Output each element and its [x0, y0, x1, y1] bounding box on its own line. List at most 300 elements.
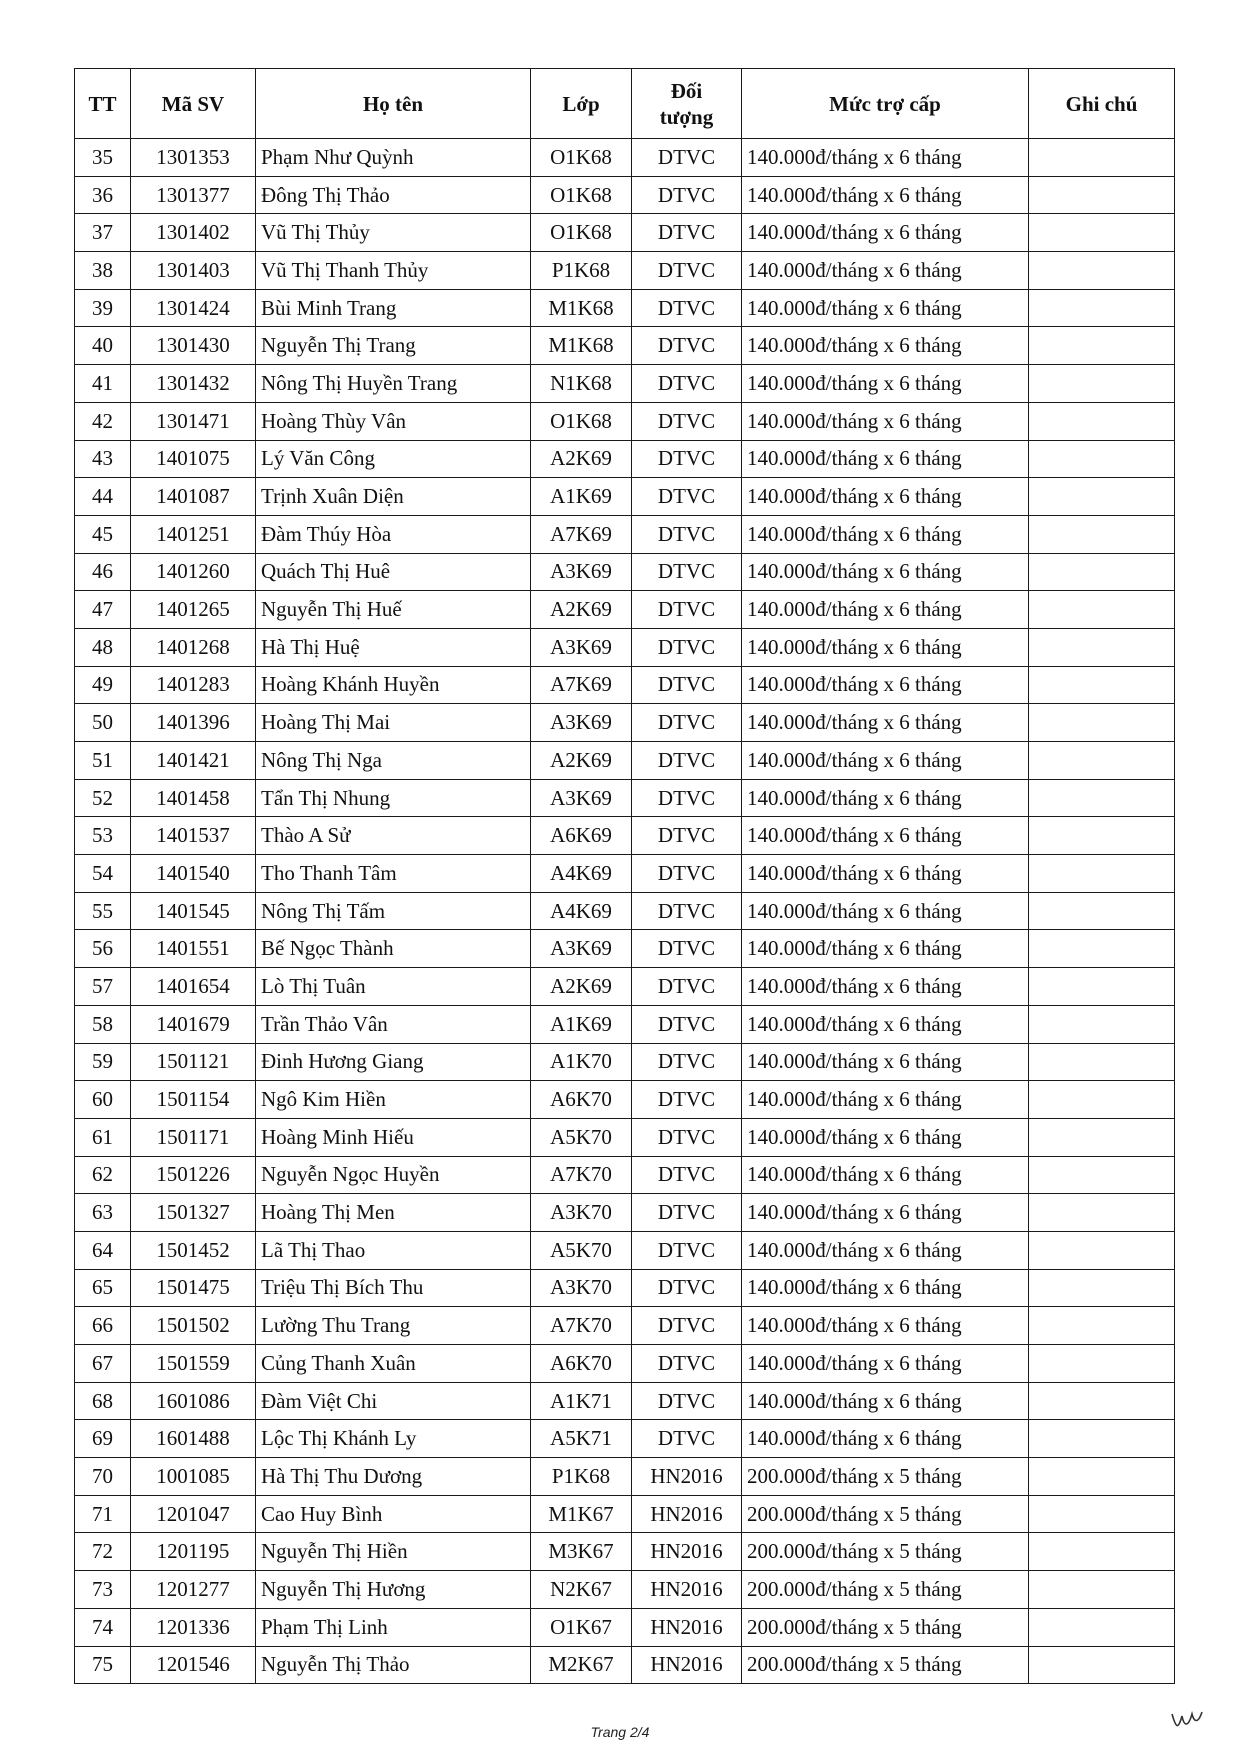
table-row — [75, 855, 1175, 893]
row-doi-tuong: DTVC — [632, 1043, 742, 1081]
table-row — [75, 628, 1175, 666]
row-ma-sv: 1201277 — [131, 1571, 256, 1609]
row-muc-tro-cap: 140.000đ/tháng x 6 tháng — [742, 591, 1029, 629]
row-ma-sv: 1401545 — [131, 892, 256, 930]
table-row — [75, 1571, 1175, 1609]
row-tt: 74 — [75, 1608, 131, 1646]
table-row — [75, 1646, 1175, 1684]
table-row — [75, 1156, 1175, 1194]
row-ho-ten: Lường Thu Trang — [256, 1307, 531, 1345]
row-muc-tro-cap: 140.000đ/tháng x 6 tháng — [742, 1269, 1029, 1307]
row-doi-tuong: DTVC — [632, 139, 742, 177]
row-muc-tro-cap: 140.000đ/tháng x 6 tháng — [742, 892, 1029, 930]
row-muc-tro-cap: 140.000đ/tháng x 6 tháng — [742, 1194, 1029, 1232]
table-row — [75, 591, 1175, 629]
table-row — [75, 817, 1175, 855]
row-doi-tuong: DTVC — [632, 1231, 742, 1269]
row-muc-tro-cap: 140.000đ/tháng x 6 tháng — [742, 1081, 1029, 1119]
row-tt: 54 — [75, 855, 131, 893]
row-doi-tuong: DTVC — [632, 779, 742, 817]
row-doi-tuong: HN2016 — [632, 1646, 742, 1684]
row-lop: A6K69 — [531, 817, 632, 855]
table-row — [75, 1081, 1175, 1119]
row-tt: 71 — [75, 1495, 131, 1533]
row-tt: 42 — [75, 402, 131, 440]
row-ghi-chu — [1029, 1420, 1175, 1458]
row-ho-ten: Củng Thanh Xuân — [256, 1345, 531, 1383]
row-ho-ten: Đông Thị Thảo — [256, 176, 531, 214]
row-muc-tro-cap: 140.000đ/tháng x 6 tháng — [742, 1307, 1029, 1345]
row-ma-sv: 1601488 — [131, 1420, 256, 1458]
row-ho-ten: Vũ Thị Thủy — [256, 214, 531, 252]
row-ma-sv: 1201195 — [131, 1533, 256, 1571]
row-muc-tro-cap: 140.000đ/tháng x 6 tháng — [742, 176, 1029, 214]
row-ghi-chu — [1029, 666, 1175, 704]
row-ma-sv: 1501154 — [131, 1081, 256, 1119]
table-row — [75, 892, 1175, 930]
row-doi-tuong: DTVC — [632, 1194, 742, 1232]
table-row — [75, 515, 1175, 553]
row-doi-tuong: DTVC — [632, 478, 742, 516]
row-tt: 63 — [75, 1194, 131, 1232]
row-ma-sv: 1501559 — [131, 1345, 256, 1383]
table-row — [75, 1043, 1175, 1081]
row-lop: A4K69 — [531, 855, 632, 893]
row-ghi-chu — [1029, 968, 1175, 1006]
row-tt: 47 — [75, 591, 131, 629]
row-ho-ten: Nông Thị Nga — [256, 742, 531, 780]
row-ho-ten: Hoàng Minh Hiếu — [256, 1118, 531, 1156]
row-lop: A6K70 — [531, 1345, 632, 1383]
row-ho-ten: Tẩn Thị Nhung — [256, 779, 531, 817]
row-ho-ten: Cao Huy Bình — [256, 1495, 531, 1533]
row-tt: 56 — [75, 930, 131, 968]
row-tt: 70 — [75, 1458, 131, 1496]
row-muc-tro-cap: 140.000đ/tháng x 6 tháng — [742, 666, 1029, 704]
row-lop: O1K68 — [531, 139, 632, 177]
table-row — [75, 252, 1175, 290]
page-number: Trang 2/4 — [590, 1724, 650, 1740]
row-muc-tro-cap: 200.000đ/tháng x 5 tháng — [742, 1608, 1029, 1646]
row-ma-sv: 1301353 — [131, 139, 256, 177]
row-ghi-chu — [1029, 289, 1175, 327]
row-ma-sv: 1401265 — [131, 591, 256, 629]
table-row — [75, 440, 1175, 478]
row-lop: A3K69 — [531, 779, 632, 817]
table-row — [75, 327, 1175, 365]
row-doi-tuong: DTVC — [632, 176, 742, 214]
row-muc-tro-cap: 200.000đ/tháng x 5 tháng — [742, 1646, 1029, 1684]
row-doi-tuong: DTVC — [632, 704, 742, 742]
row-doi-tuong: DTVC — [632, 1307, 742, 1345]
row-lop: A2K69 — [531, 591, 632, 629]
row-ma-sv: 1501226 — [131, 1156, 256, 1194]
row-ho-ten: Hoàng Thị Men — [256, 1194, 531, 1232]
row-lop: A2K69 — [531, 440, 632, 478]
row-doi-tuong: DTVC — [632, 817, 742, 855]
row-ghi-chu — [1029, 515, 1175, 553]
header-ghi-chu: Ghi chú — [1029, 69, 1175, 139]
row-ho-ten: Hà Thị Thu Dương — [256, 1458, 531, 1496]
row-ghi-chu — [1029, 214, 1175, 252]
row-ghi-chu — [1029, 591, 1175, 629]
row-ghi-chu — [1029, 1194, 1175, 1232]
table-row — [75, 1608, 1175, 1646]
row-ma-sv: 1301424 — [131, 289, 256, 327]
row-ma-sv: 1401679 — [131, 1005, 256, 1043]
row-doi-tuong: HN2016 — [632, 1533, 742, 1571]
row-ghi-chu — [1029, 817, 1175, 855]
row-doi-tuong: DTVC — [632, 1269, 742, 1307]
row-lop: A3K70 — [531, 1269, 632, 1307]
row-ma-sv: 1501475 — [131, 1269, 256, 1307]
row-muc-tro-cap: 140.000đ/tháng x 6 tháng — [742, 930, 1029, 968]
row-ma-sv: 1201336 — [131, 1608, 256, 1646]
row-muc-tro-cap: 140.000đ/tháng x 6 tháng — [742, 968, 1029, 1006]
row-doi-tuong: DTVC — [632, 402, 742, 440]
row-lop: A3K69 — [531, 628, 632, 666]
row-lop: M1K68 — [531, 327, 632, 365]
row-tt: 51 — [75, 742, 131, 780]
row-doi-tuong: HN2016 — [632, 1495, 742, 1533]
row-doi-tuong: HN2016 — [632, 1608, 742, 1646]
row-lop: A6K70 — [531, 1081, 632, 1119]
table-row — [75, 139, 1175, 177]
row-ho-ten: Trần Thảo Vân — [256, 1005, 531, 1043]
row-ma-sv: 1301377 — [131, 176, 256, 214]
row-ma-sv: 1401260 — [131, 553, 256, 591]
row-ghi-chu — [1029, 1118, 1175, 1156]
row-lop: A2K69 — [531, 742, 632, 780]
row-lop: P1K68 — [531, 1458, 632, 1496]
row-doi-tuong: DTVC — [632, 1156, 742, 1194]
row-muc-tro-cap: 140.000đ/tháng x 6 tháng — [742, 817, 1029, 855]
row-ho-ten: Trịnh Xuân Diện — [256, 478, 531, 516]
row-doi-tuong: DTVC — [632, 628, 742, 666]
row-ma-sv: 1401075 — [131, 440, 256, 478]
row-lop: A3K70 — [531, 1194, 632, 1232]
row-ghi-chu — [1029, 1081, 1175, 1119]
row-lop: A7K69 — [531, 515, 632, 553]
table-row — [75, 214, 1175, 252]
header-lop: Lớp — [531, 69, 632, 139]
row-doi-tuong: HN2016 — [632, 1458, 742, 1496]
row-ma-sv: 1501171 — [131, 1118, 256, 1156]
row-doi-tuong: DTVC — [632, 515, 742, 553]
row-lop: M1K67 — [531, 1495, 632, 1533]
row-tt: 38 — [75, 252, 131, 290]
row-lop: O1K67 — [531, 1608, 632, 1646]
row-tt: 66 — [75, 1307, 131, 1345]
row-ma-sv: 1201546 — [131, 1646, 256, 1684]
row-lop: A1K71 — [531, 1382, 632, 1420]
row-ho-ten: Phạm Như Quỳnh — [256, 139, 531, 177]
row-ho-ten: Bế Ngọc Thành — [256, 930, 531, 968]
row-lop: A1K70 — [531, 1043, 632, 1081]
row-tt: 57 — [75, 968, 131, 1006]
row-ho-ten: Nguyễn Thị Trang — [256, 327, 531, 365]
row-doi-tuong: DTVC — [632, 365, 742, 403]
row-ghi-chu — [1029, 327, 1175, 365]
row-tt: 62 — [75, 1156, 131, 1194]
row-ghi-chu — [1029, 1307, 1175, 1345]
row-ho-ten: Hoàng Thùy Vân — [256, 402, 531, 440]
row-ho-ten: Lộc Thị Khánh Ly — [256, 1420, 531, 1458]
row-ghi-chu — [1029, 704, 1175, 742]
row-ho-ten: Nông Thị Tấm — [256, 892, 531, 930]
row-ho-ten: Quách Thị Huê — [256, 553, 531, 591]
row-ghi-chu — [1029, 1646, 1175, 1684]
row-muc-tro-cap: 140.000đ/tháng x 6 tháng — [742, 402, 1029, 440]
header-tt: TT — [75, 69, 131, 139]
row-lop: A7K69 — [531, 666, 632, 704]
row-ho-ten: Bùi Minh Trang — [256, 289, 531, 327]
row-ma-sv: 1601086 — [131, 1382, 256, 1420]
row-ma-sv: 1401551 — [131, 930, 256, 968]
row-ho-ten: Lý Văn Công — [256, 440, 531, 478]
row-muc-tro-cap: 140.000đ/tháng x 6 tháng — [742, 1420, 1029, 1458]
row-lop: A4K69 — [531, 892, 632, 930]
row-ma-sv: 1501502 — [131, 1307, 256, 1345]
row-ma-sv: 1401540 — [131, 855, 256, 893]
table-row — [75, 704, 1175, 742]
header-ho-ten: Họ tên — [256, 69, 531, 139]
row-ghi-chu — [1029, 176, 1175, 214]
table-body — [75, 139, 1175, 1684]
table-row — [75, 478, 1175, 516]
row-ghi-chu — [1029, 252, 1175, 290]
row-ho-ten: Thào A Sử — [256, 817, 531, 855]
row-ma-sv: 1301402 — [131, 214, 256, 252]
row-lop: O1K68 — [531, 176, 632, 214]
row-ma-sv: 1401458 — [131, 779, 256, 817]
row-ghi-chu — [1029, 742, 1175, 780]
row-doi-tuong: DTVC — [632, 855, 742, 893]
row-doi-tuong: HN2016 — [632, 1571, 742, 1609]
row-ma-sv: 1401654 — [131, 968, 256, 1006]
table-row — [75, 365, 1175, 403]
row-ghi-chu — [1029, 1458, 1175, 1496]
row-doi-tuong: DTVC — [632, 591, 742, 629]
row-lop: N1K68 — [531, 365, 632, 403]
row-ma-sv: 1401268 — [131, 628, 256, 666]
row-ghi-chu — [1029, 1156, 1175, 1194]
row-tt: 50 — [75, 704, 131, 742]
table-row — [75, 176, 1175, 214]
row-lop: M3K67 — [531, 1533, 632, 1571]
row-muc-tro-cap: 140.000đ/tháng x 6 tháng — [742, 1231, 1029, 1269]
row-lop: A7K70 — [531, 1156, 632, 1194]
table-row — [75, 1382, 1175, 1420]
row-doi-tuong: DTVC — [632, 1081, 742, 1119]
row-ghi-chu — [1029, 1495, 1175, 1533]
row-ho-ten: Đinh Hương Giang — [256, 1043, 531, 1081]
row-ghi-chu — [1029, 1043, 1175, 1081]
row-muc-tro-cap: 140.000đ/tháng x 6 tháng — [742, 327, 1029, 365]
row-muc-tro-cap: 140.000đ/tháng x 6 tháng — [742, 1156, 1029, 1194]
row-ma-sv: 1501121 — [131, 1043, 256, 1081]
row-ghi-chu — [1029, 365, 1175, 403]
row-doi-tuong: DTVC — [632, 252, 742, 290]
row-lop: M1K68 — [531, 289, 632, 327]
row-tt: 55 — [75, 892, 131, 930]
row-tt: 46 — [75, 553, 131, 591]
row-ma-sv: 1501327 — [131, 1194, 256, 1232]
row-ho-ten: Nguyễn Ngọc Huyền — [256, 1156, 531, 1194]
row-ghi-chu — [1029, 1231, 1175, 1269]
row-muc-tro-cap: 140.000đ/tháng x 6 tháng — [742, 1345, 1029, 1383]
row-tt: 41 — [75, 365, 131, 403]
row-doi-tuong: DTVC — [632, 742, 742, 780]
row-lop: A7K70 — [531, 1307, 632, 1345]
row-ho-ten: Nông Thị Huyền Trang — [256, 365, 531, 403]
header-doi-tuong: Đối tượng — [632, 69, 742, 139]
table-row — [75, 289, 1175, 327]
row-ghi-chu — [1029, 440, 1175, 478]
row-doi-tuong: DTVC — [632, 968, 742, 1006]
row-doi-tuong: DTVC — [632, 1118, 742, 1156]
table-row — [75, 1118, 1175, 1156]
row-lop: A1K69 — [531, 478, 632, 516]
row-ho-ten: Nguyễn Thị Huế — [256, 591, 531, 629]
row-muc-tro-cap: 140.000đ/tháng x 6 tháng — [742, 742, 1029, 780]
table-row — [75, 742, 1175, 780]
row-muc-tro-cap: 140.000đ/tháng x 6 tháng — [742, 478, 1029, 516]
row-tt: 58 — [75, 1005, 131, 1043]
row-muc-tro-cap: 140.000đ/tháng x 6 tháng — [742, 1043, 1029, 1081]
row-muc-tro-cap: 140.000đ/tháng x 6 tháng — [742, 515, 1029, 553]
row-doi-tuong: DTVC — [632, 327, 742, 365]
row-tt: 39 — [75, 289, 131, 327]
row-lop: P1K68 — [531, 252, 632, 290]
row-ma-sv: 1301432 — [131, 365, 256, 403]
row-ma-sv: 1501452 — [131, 1231, 256, 1269]
row-doi-tuong: DTVC — [632, 666, 742, 704]
header-muc-tro-cap: Mức trợ cấp — [742, 69, 1029, 139]
row-muc-tro-cap: 140.000đ/tháng x 6 tháng — [742, 855, 1029, 893]
row-lop: N2K67 — [531, 1571, 632, 1609]
header-ma-sv: Mã SV — [131, 69, 256, 139]
row-ma-sv: 1301403 — [131, 252, 256, 290]
row-muc-tro-cap: 140.000đ/tháng x 6 tháng — [742, 214, 1029, 252]
row-lop: A3K69 — [531, 704, 632, 742]
row-tt: 43 — [75, 440, 131, 478]
row-ghi-chu — [1029, 1005, 1175, 1043]
row-ho-ten: Lã Thị Thao — [256, 1231, 531, 1269]
row-ma-sv: 1401537 — [131, 817, 256, 855]
row-muc-tro-cap: 140.000đ/tháng x 6 tháng — [742, 365, 1029, 403]
row-ho-ten: Triệu Thị Bích Thu — [256, 1269, 531, 1307]
row-ghi-chu — [1029, 855, 1175, 893]
row-ma-sv: 1401396 — [131, 704, 256, 742]
row-lop: M2K67 — [531, 1646, 632, 1684]
row-muc-tro-cap: 200.000đ/tháng x 5 tháng — [742, 1458, 1029, 1496]
row-muc-tro-cap: 140.000đ/tháng x 6 tháng — [742, 289, 1029, 327]
table-row — [75, 553, 1175, 591]
row-tt: 36 — [75, 176, 131, 214]
row-ho-ten: Đàm Thúy Hòa — [256, 515, 531, 553]
table-row — [75, 666, 1175, 704]
table-row — [75, 930, 1175, 968]
row-tt: 64 — [75, 1231, 131, 1269]
row-lop: O1K68 — [531, 214, 632, 252]
row-tt: 35 — [75, 139, 131, 177]
row-ho-ten: Hoàng Khánh Huyền — [256, 666, 531, 704]
row-lop: A5K70 — [531, 1118, 632, 1156]
row-muc-tro-cap: 140.000đ/tháng x 6 tháng — [742, 704, 1029, 742]
row-doi-tuong: DTVC — [632, 1382, 742, 1420]
table-row — [75, 1269, 1175, 1307]
table-row — [75, 1420, 1175, 1458]
row-doi-tuong: DTVC — [632, 1420, 742, 1458]
row-lop: O1K68 — [531, 402, 632, 440]
table-row — [75, 1495, 1175, 1533]
table-row — [75, 1345, 1175, 1383]
row-ho-ten: Nguyễn Thị Hương — [256, 1571, 531, 1609]
row-tt: 49 — [75, 666, 131, 704]
table-row — [75, 779, 1175, 817]
row-tt: 40 — [75, 327, 131, 365]
row-tt: 68 — [75, 1382, 131, 1420]
row-ho-ten: Nguyễn Thị Thảo — [256, 1646, 531, 1684]
row-ghi-chu — [1029, 1608, 1175, 1646]
row-ho-ten: Nguyễn Thị Hiền — [256, 1533, 531, 1571]
row-muc-tro-cap: 140.000đ/tháng x 6 tháng — [742, 440, 1029, 478]
row-tt: 45 — [75, 515, 131, 553]
row-ho-ten: Hà Thị Huệ — [256, 628, 531, 666]
row-tt: 72 — [75, 1533, 131, 1571]
row-ghi-chu — [1029, 892, 1175, 930]
student-allowance-table — [74, 68, 1175, 1684]
row-ma-sv: 1401421 — [131, 742, 256, 780]
row-muc-tro-cap: 200.000đ/tháng x 5 tháng — [742, 1533, 1029, 1571]
row-ghi-chu — [1029, 1269, 1175, 1307]
row-ghi-chu — [1029, 139, 1175, 177]
table-row — [75, 1533, 1175, 1571]
row-muc-tro-cap: 140.000đ/tháng x 6 tháng — [742, 1382, 1029, 1420]
row-lop: A5K70 — [531, 1231, 632, 1269]
row-doi-tuong: DTVC — [632, 930, 742, 968]
row-ghi-chu — [1029, 1345, 1175, 1383]
row-ho-ten: Phạm Thị Linh — [256, 1608, 531, 1646]
row-tt: 37 — [75, 214, 131, 252]
row-muc-tro-cap: 140.000đ/tháng x 6 tháng — [742, 139, 1029, 177]
row-ghi-chu — [1029, 402, 1175, 440]
row-lop: A5K71 — [531, 1420, 632, 1458]
row-ghi-chu — [1029, 1571, 1175, 1609]
row-ma-sv: 1401087 — [131, 478, 256, 516]
table-row — [75, 1231, 1175, 1269]
row-lop: A1K69 — [531, 1005, 632, 1043]
row-muc-tro-cap: 140.000đ/tháng x 6 tháng — [742, 553, 1029, 591]
row-ho-ten: Lò Thị Tuân — [256, 968, 531, 1006]
row-tt: 52 — [75, 779, 131, 817]
row-doi-tuong: DTVC — [632, 892, 742, 930]
row-tt: 44 — [75, 478, 131, 516]
row-tt: 65 — [75, 1269, 131, 1307]
row-ho-ten: Đàm Việt Chi — [256, 1382, 531, 1420]
row-ma-sv: 1301430 — [131, 327, 256, 365]
row-doi-tuong: DTVC — [632, 214, 742, 252]
row-muc-tro-cap: 140.000đ/tháng x 6 tháng — [742, 252, 1029, 290]
row-muc-tro-cap: 200.000đ/tháng x 5 tháng — [742, 1571, 1029, 1609]
table-row — [75, 1458, 1175, 1496]
table-header-row — [75, 69, 1175, 139]
row-doi-tuong: DTVC — [632, 1345, 742, 1383]
row-ho-ten: Hoàng Thị Mai — [256, 704, 531, 742]
row-ghi-chu — [1029, 628, 1175, 666]
row-doi-tuong: DTVC — [632, 1005, 742, 1043]
